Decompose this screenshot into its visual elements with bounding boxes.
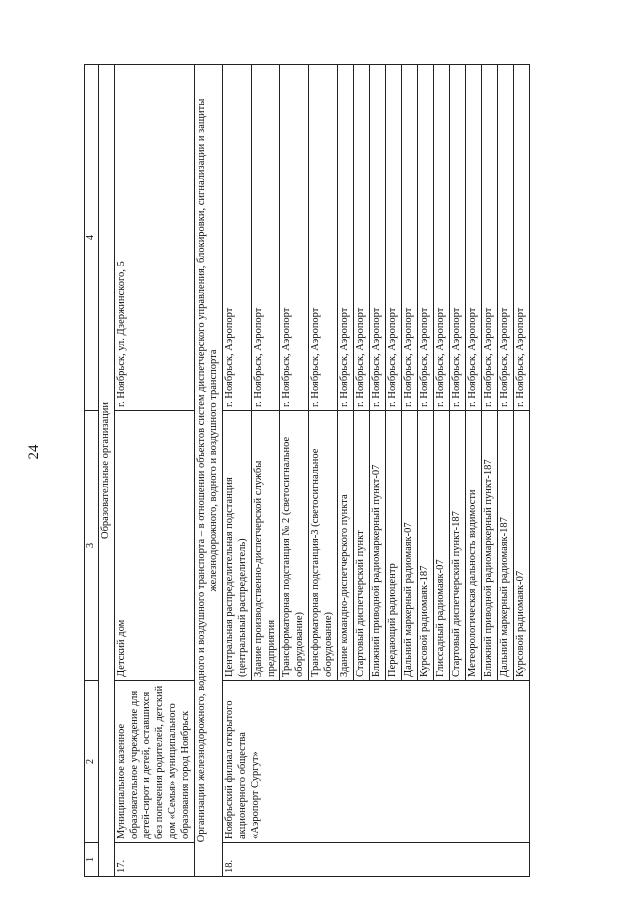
object-name: Метеорологическая дальность видимости xyxy=(465,411,481,681)
object-address: г. Ноябрьск, Аэропорт xyxy=(433,65,449,411)
object-address: г. Ноябрьск, Аэропорт xyxy=(481,65,497,411)
object-address: г. Ноябрьск, Аэропорт xyxy=(513,65,529,411)
header-cell: 3 xyxy=(85,411,99,681)
object-name: Стартовый диспетчерский пункт-187 xyxy=(449,411,465,681)
object-name: Курсовой радиомаяк-187 xyxy=(417,411,433,681)
object-address: г. Ноябрьск, Аэропорт xyxy=(401,65,417,411)
object-address: г. Ноябрьск, Аэропорт xyxy=(337,65,353,411)
object-name: Дальний маркерный радиомаяк-187 xyxy=(497,411,513,681)
row-number: 17. xyxy=(114,843,194,877)
object-name: Ближний приводной радиомаркерный пункт-187 xyxy=(481,411,497,681)
organization-name: Муниципальное казенное образовательное учреждение для детей-сирот и детей, оставшихся без попечения родителей, детский дом «Семья» муниципального образования город Ноябрьск xyxy=(114,681,194,843)
page-number: 24 xyxy=(26,444,42,460)
object-address: г. Ноябрьск, Аэропорт xyxy=(308,65,337,411)
section-title: Образовательные организации xyxy=(99,65,115,877)
object-address: г. Ноябрьск, Аэропорт xyxy=(449,65,465,411)
table-row xyxy=(114,65,194,877)
object-address: г. Ноябрьск, Аэропорт xyxy=(353,65,369,411)
object-name: Детский дом xyxy=(114,411,194,681)
object-address: г. Ноябрьск, Аэропорт xyxy=(280,65,309,411)
object-name: Центральная распределительная подстанция (центральный распределитель) xyxy=(223,411,252,681)
object-name: Трансформаторная подстанция-3 (светосигнальное оборудование) xyxy=(308,411,337,681)
object-name: Здание производственно-диспетчерской службы предприятия xyxy=(251,411,280,681)
object-name: Дальний маркерный радиомаяк-07 xyxy=(401,411,417,681)
section-row xyxy=(99,65,115,877)
section-row xyxy=(194,65,223,877)
object-name: Стартовый диспетчерский пункт xyxy=(353,411,369,681)
section-title: Организации железнодорожного, водного и воздушного транспорта – в отношении объектов систем диспетчерского управления, блокировки, сигнализации и защиты железнодорожного, водного и воздушного транспорта xyxy=(194,65,223,877)
object-address: г. Ноябрьск, Аэропорт xyxy=(369,65,385,411)
table-header-row xyxy=(85,65,99,877)
object-name: Ближний приводной радиомаркерный пункт-07 xyxy=(369,411,385,681)
row-number: 18. xyxy=(223,843,529,877)
object-address: г. Ноябрьск, Аэропорт xyxy=(251,65,280,411)
object-address: г. Ноябрьск, ул. Дзержинского, 5 xyxy=(114,65,194,411)
object-name: Курсовой радиомаяк-07 xyxy=(513,411,529,681)
object-name: Трансформаторная подстанция № 2 (светосигнальное оборудование) xyxy=(280,411,309,681)
object-name: Глиссадный радиомаяк-07 xyxy=(433,411,449,681)
object-address: г. Ноябрьск, Аэропорт xyxy=(385,65,401,411)
object-address: г. Ноябрьск, Аэропорт xyxy=(417,65,433,411)
header-cell: 1 xyxy=(85,843,99,877)
object-address: г. Ноябрьск, Аэропорт xyxy=(497,65,513,411)
object-address: г. Ноябрьск, Аэропорт xyxy=(465,65,481,411)
organization-name: Ноябрьский филиал открытого акционерного общества «Аэропорт Сургут» xyxy=(223,681,529,843)
header-cell: 2 xyxy=(85,681,99,843)
object-address: г. Ноябрьск, Аэропорт xyxy=(223,65,252,411)
objects-table xyxy=(84,64,530,877)
table-row xyxy=(223,65,252,877)
object-name: Здание командно-диспетчерского пункта xyxy=(337,411,353,681)
object-name: Передающий радиоцентр xyxy=(385,411,401,681)
header-cell: 4 xyxy=(85,65,99,411)
